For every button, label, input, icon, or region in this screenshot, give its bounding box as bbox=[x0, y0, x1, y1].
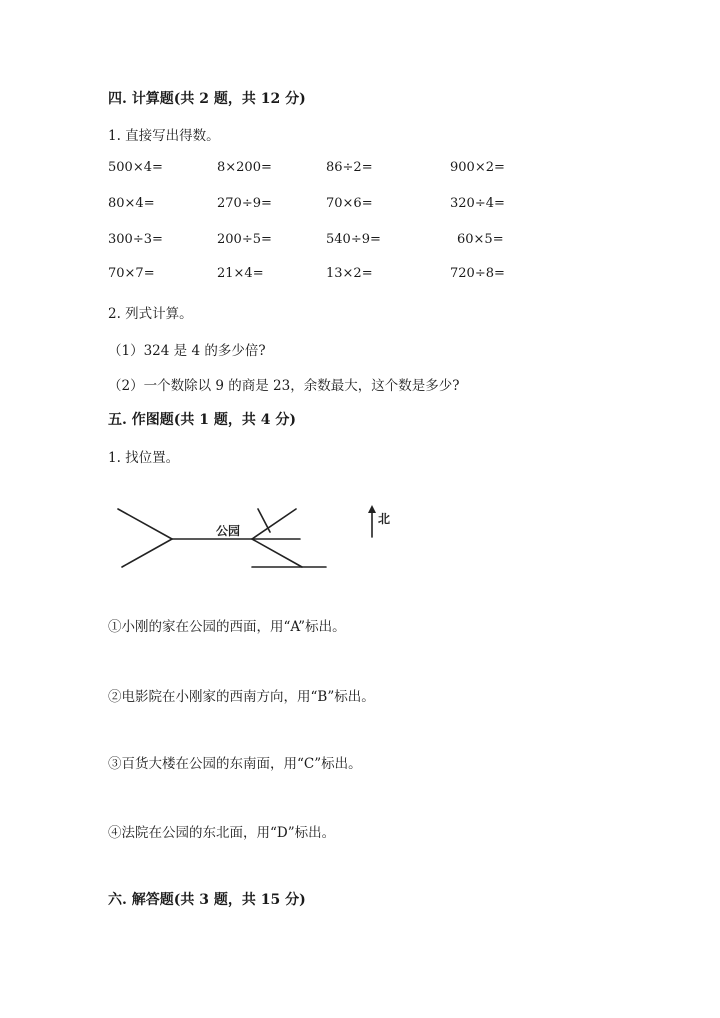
calc-cell: 70×6= bbox=[326, 196, 373, 211]
q2-title: 2. 列式计算。 bbox=[108, 306, 193, 322]
q2-item: （2）一个数除以 9 的商是 23，余数最大，这个数是多少? bbox=[108, 378, 460, 394]
calc-cell: 320÷4= bbox=[450, 196, 505, 211]
calc-cell: 86÷2= bbox=[326, 160, 373, 175]
calc-cell: 13×2= bbox=[326, 266, 373, 281]
calc-cell: 200÷5= bbox=[217, 232, 272, 247]
calc-cell: 500×4= bbox=[108, 160, 163, 175]
position-item: ④法院在公园的东北面，用“D”标出。 bbox=[108, 825, 336, 841]
section4-heading: 四. 计算题(共 2 题，共 12 分) bbox=[108, 91, 306, 107]
position-item: ②电影院在小刚家的西南方向，用“B”标出。 bbox=[108, 689, 375, 705]
calc-cell: 300÷3= bbox=[108, 232, 163, 247]
section5-heading: 五. 作图题(共 1 题，共 4 分) bbox=[108, 412, 296, 428]
position-item: ③百货大楼在公园的东南面，用“C”标出。 bbox=[108, 756, 362, 772]
map-road bbox=[252, 509, 296, 539]
section6-heading: 六. 解答题(共 3 题，共 15 分) bbox=[108, 892, 306, 908]
q1-title: 1. 找位置。 bbox=[108, 450, 180, 466]
map-north-label: 北 bbox=[378, 512, 391, 526]
calc-cell: 80×4= bbox=[108, 196, 155, 211]
q2-item: （1）324 是 4 的多少倍? bbox=[108, 343, 266, 359]
north-arrow-head-icon bbox=[368, 505, 376, 513]
calc-cell: 540÷9= bbox=[326, 232, 381, 247]
map-road bbox=[258, 509, 270, 532]
map-road bbox=[252, 539, 302, 567]
map-road bbox=[122, 539, 172, 567]
calc-cell: 8×200= bbox=[217, 160, 272, 175]
calc-cell: 70×7= bbox=[108, 266, 155, 281]
map-road bbox=[118, 509, 172, 539]
map-park-label: 公园 bbox=[216, 524, 241, 538]
map-figure bbox=[100, 495, 410, 580]
q1-title: 1. 直接写出得数。 bbox=[108, 128, 220, 144]
calc-cell: 900×2= bbox=[450, 160, 505, 175]
position-item: ①小刚的家在公园的西面，用“A”标出。 bbox=[108, 619, 346, 635]
calc-cell: 21×4= bbox=[217, 266, 264, 281]
calc-cell: 60×5= bbox=[457, 232, 504, 247]
calc-cell: 270÷9= bbox=[217, 196, 272, 211]
calc-cell: 720÷8= bbox=[450, 266, 505, 281]
